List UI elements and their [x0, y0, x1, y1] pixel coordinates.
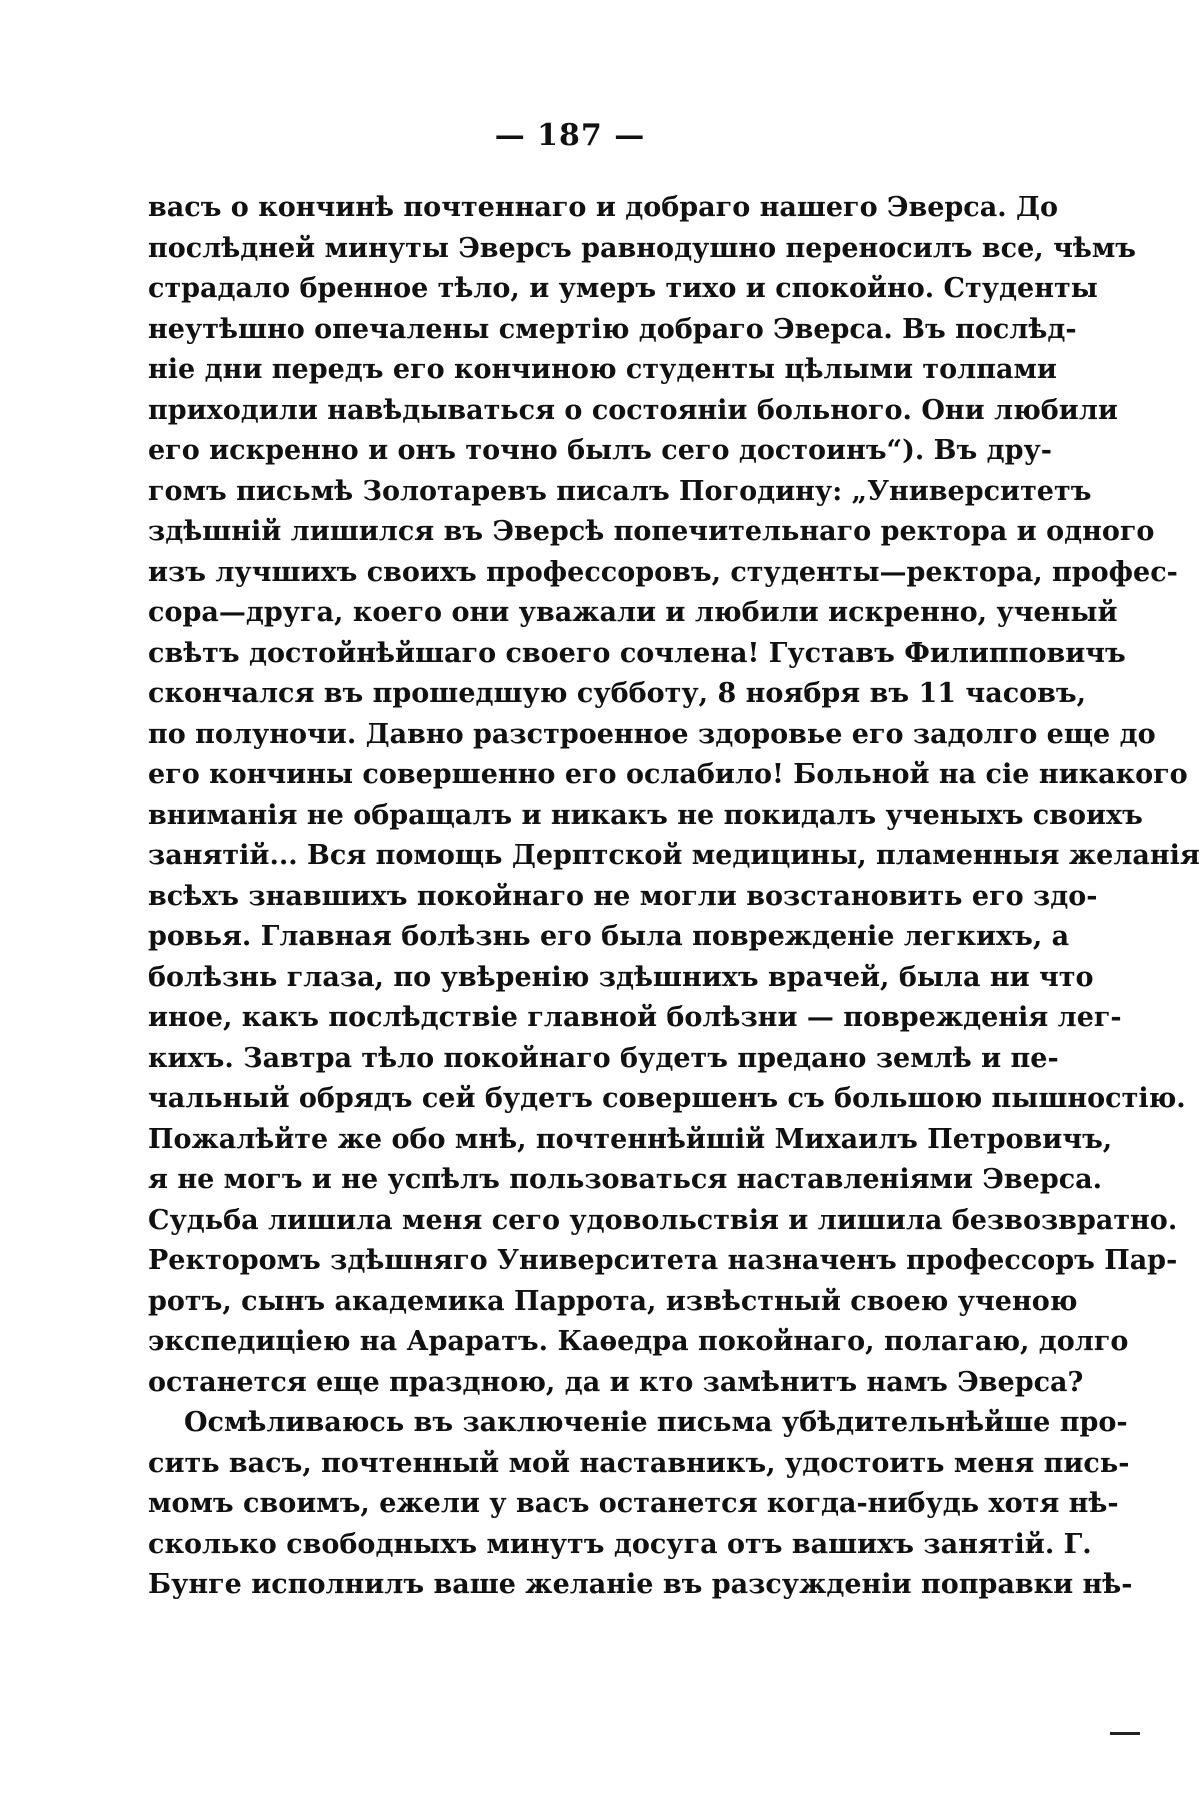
text-line: скончался въ прошедшую субботу, 8 ноября въ 11 часовъ,	[148, 678, 1087, 709]
text-line: изъ лучшихъ своихъ профессоровъ, студенты—ректора, профес-	[148, 556, 1178, 588]
text-line: Ректоромъ здѣшняго Университета назначенъ профессоръ Пар-	[148, 1245, 1178, 1276]
text-line: гомъ письмѣ Золотаревъ писалъ Погодину: „Университетъ	[148, 475, 1092, 507]
text-line: ровья. Главная болѣзнь его была поврежденіе легкихъ, а	[148, 921, 1070, 952]
text-line: приходили навѣдываться о состояніи больного. Они любили	[148, 394, 1118, 426]
text-line: момъ своимъ, ежели у васъ останется когда-нибудь хотя нѣ-	[148, 1488, 1119, 1519]
text-line: его искренно и онъ точно былъ сего достоинъ“). Въ дру-	[148, 435, 1052, 466]
text-line: Судьба лишила меня сего удовольствія и лишила безвозвратно.	[148, 1204, 1178, 1236]
scan-edge-mark	[1110, 1732, 1140, 1735]
text-line: Пожалѣйте же обо мнѣ, почтеннѣйшій Михаилъ Петровичъ,	[148, 1123, 1113, 1155]
text-line: я не могъ и не успѣлъ пользоваться наставленіями Эверса.	[148, 1164, 1103, 1195]
text-line: васъ о кончинѣ почтеннаго и добраго нашего Эверса. До	[148, 192, 1059, 223]
text-line: иное, какъ послѣдствіе главной болѣзни — поврежденія лег-	[148, 1002, 1122, 1033]
text-line: чальный обрядъ сей будетъ совершенъ съ большою пышностію.	[148, 1083, 1186, 1114]
page-number: — 187 —	[494, 118, 646, 153]
text-line: его кончины совершенно его ослабило! Больной на сіе никакого	[148, 759, 1188, 790]
text-line: вниманія не обращалъ и никакъ не покидалъ ученыхъ своихъ	[148, 799, 1143, 831]
text-line: болѣзнь глаза, по увѣренію здѣшнихъ врачей, была ни что	[148, 961, 1094, 993]
text-line: сколько свободныхъ минутъ досуга отъ вашихъ занятій. Г.	[148, 1528, 1092, 1560]
text-line: кихъ. Завтра тѣло покойнаго будетъ предано землѣ и пе-	[148, 1042, 1059, 1074]
text-line: здѣшній лишился въ Эверсѣ попечительнаго ректора и одного	[148, 516, 1155, 547]
text-line: свѣтъ достойнѣйшаго своего сочлена! Густавъ Филипповичъ	[148, 637, 1126, 669]
text-line: послѣдней минуты Эверсъ равнодушно переносилъ все, чѣмъ	[148, 232, 1137, 264]
text-line: сора—друга, коего они уважали и любили искренно, ученый	[148, 597, 1118, 628]
text-line: останется еще праздною, да и кто замѣнитъ намъ Эверса?	[148, 1366, 1084, 1398]
body-text	[148, 188, 1200, 1606]
text-line: неутѣшно опечалены смертію добраго Эверса. Въ послѣд-	[148, 313, 1077, 345]
text-line: занятій... Вся помощь Дерптской медицины, пламенныя желанія	[148, 840, 1200, 871]
text-line: страдало бренное тѣло, и умеръ тихо и спокойно. Студенты	[148, 273, 1098, 304]
text-line: по полуночи. Давно разстроенное здоровье его задолго еще до	[148, 718, 1156, 750]
text-line: ротъ, сынъ академика Паррота, извѣстный своею ученою	[148, 1285, 1078, 1317]
text-line: экспедиціею на Араратъ. Каѳедра покойнаго, полагаю, долго	[148, 1326, 1129, 1357]
text-line: Осмѣливаюсь въ заключеніе письма убѣдительнѣйше про-	[184, 1407, 1128, 1438]
text-line: всѣхъ знавшихъ покойнаго не могли возстановить его здо-	[148, 880, 1098, 912]
text-line: Бунге исполнилъ ваше желаніе въ разсужденіи поправки нѣ-	[148, 1569, 1133, 1600]
text-line: сить васъ, почтенный мой наставникъ, удостоить меня пись-	[148, 1447, 1130, 1479]
text-line: ніе дни передъ его кончиною студенты цѣлыми толпами	[148, 354, 1057, 385]
